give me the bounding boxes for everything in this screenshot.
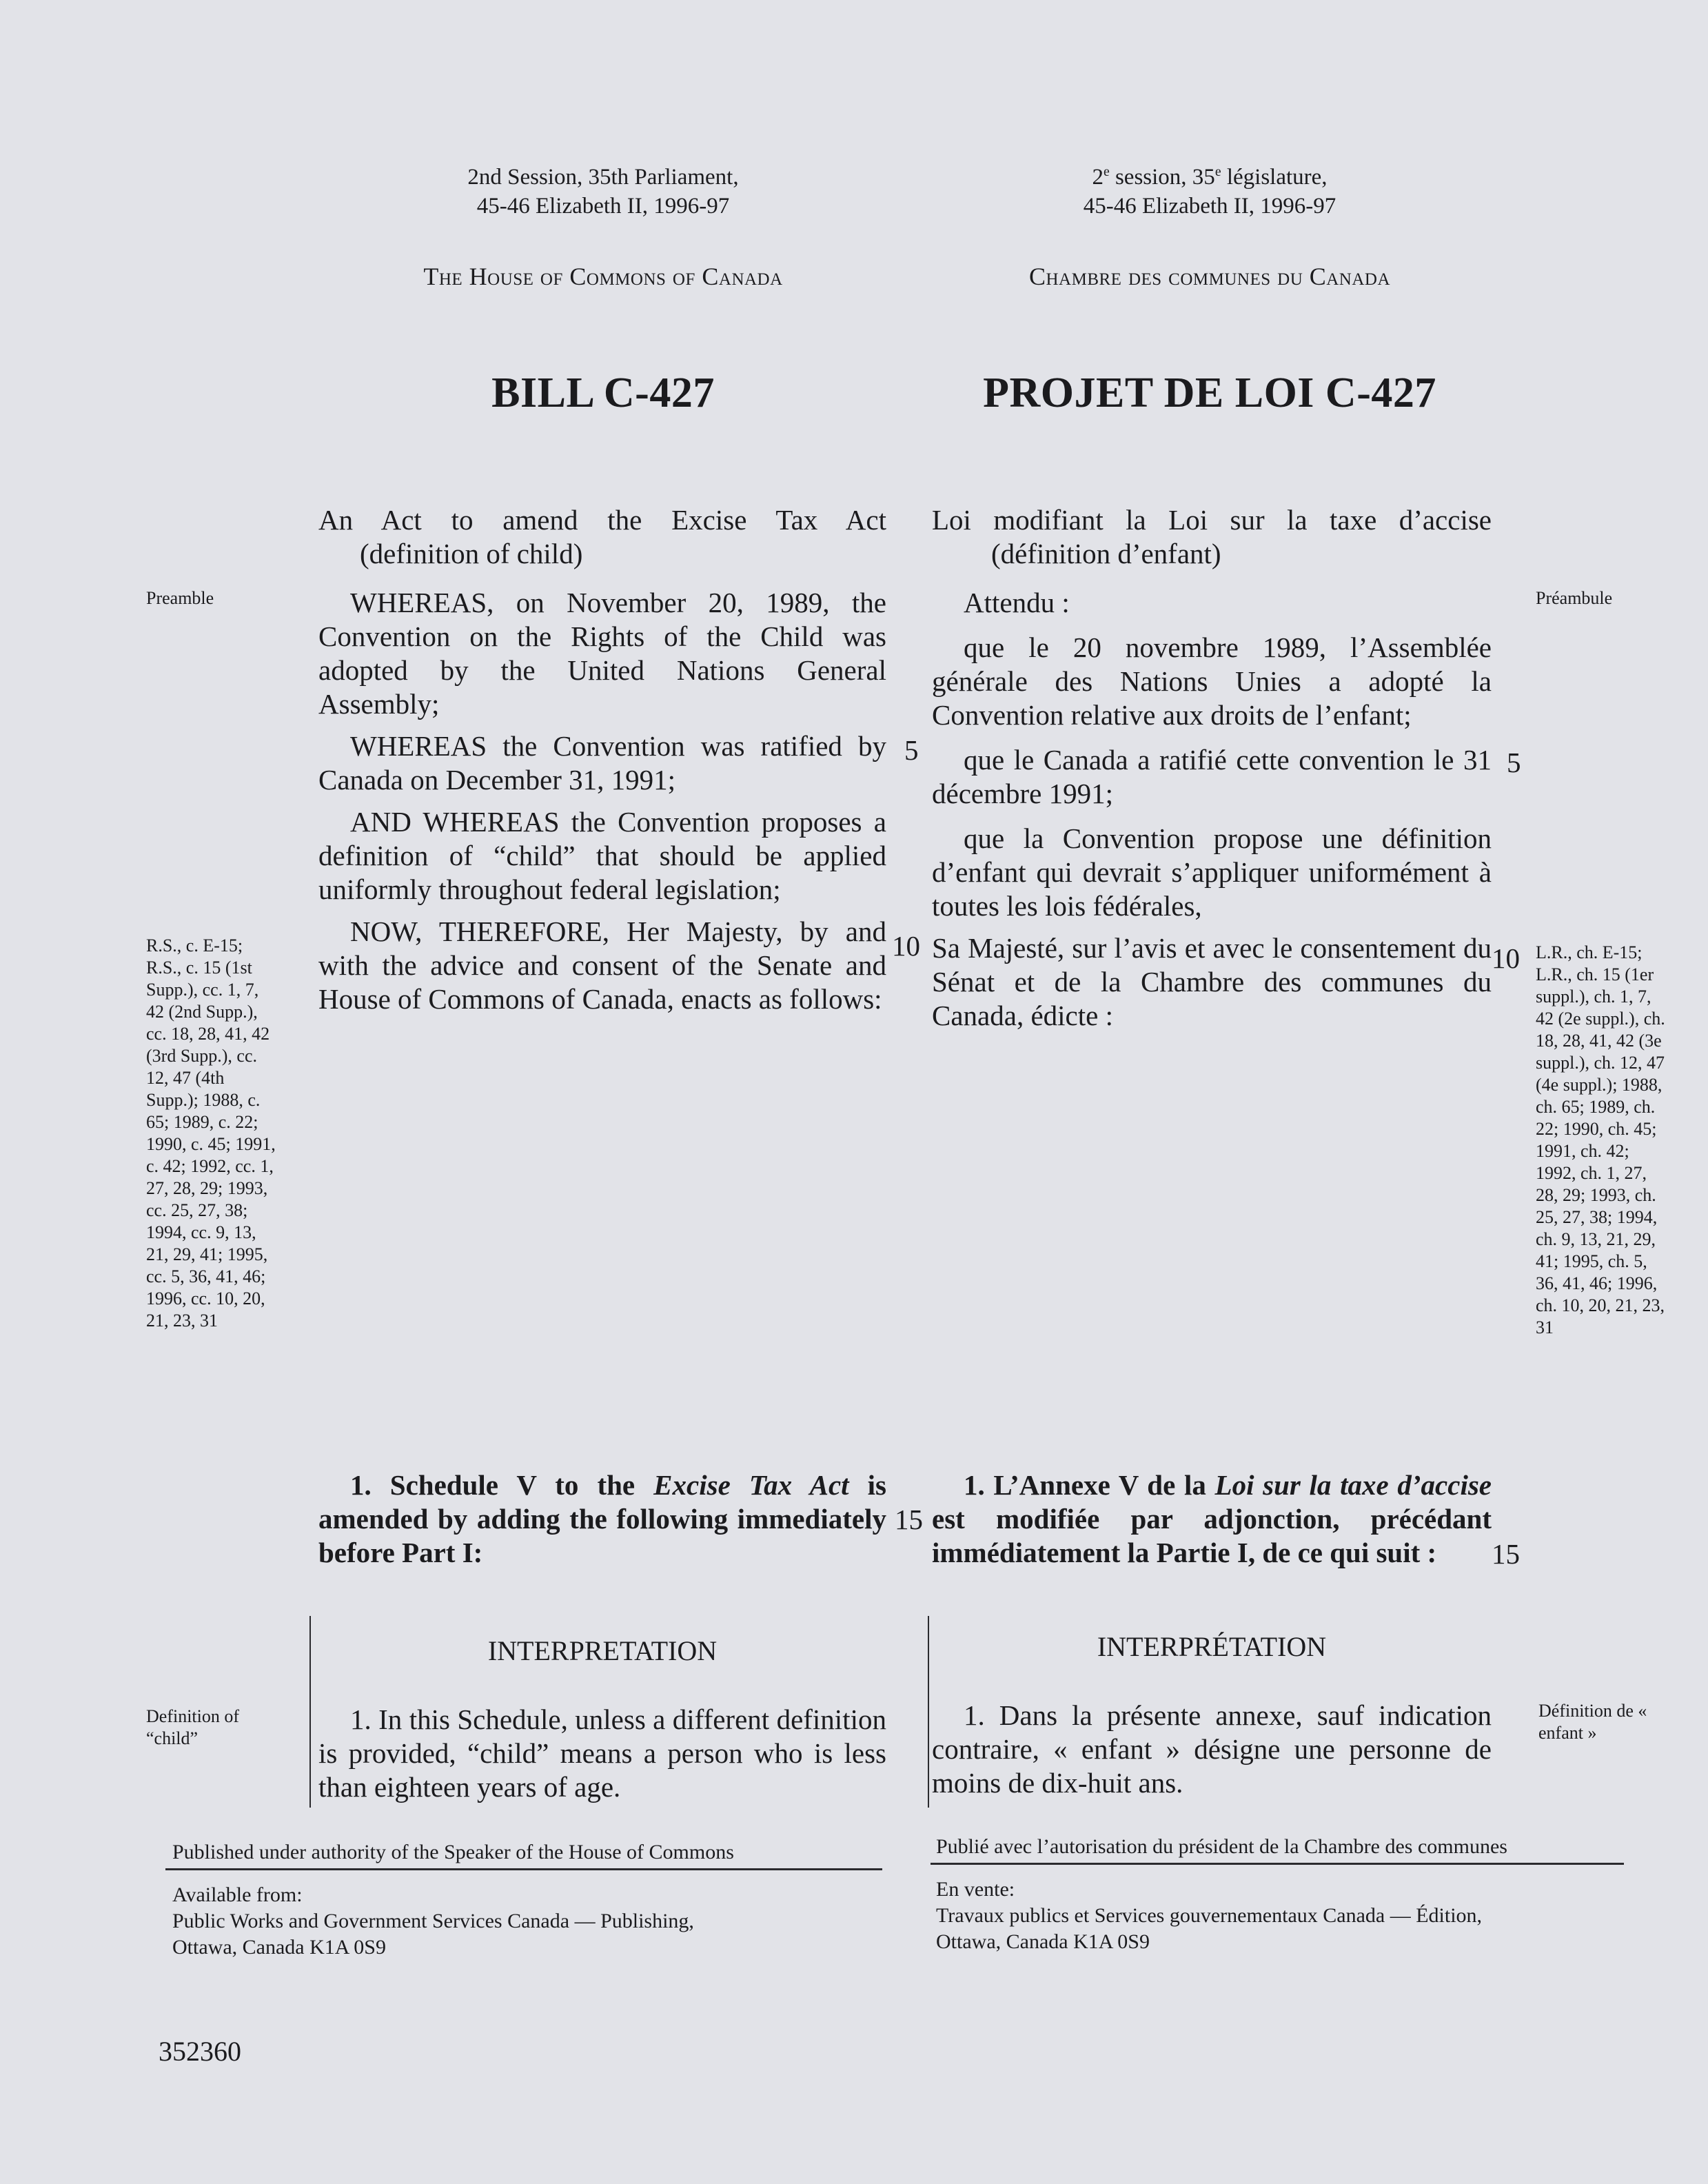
en-session-header xyxy=(324,163,882,221)
fr-availability: En vente: Travaux publics et Services gouvernementaux Canada — Édition, Ottawa, Canada K1A 0S9 xyxy=(936,1878,1483,1953)
en-line-number-5: 5 xyxy=(904,734,919,766)
fr-attendu: Attendu : xyxy=(964,587,1070,618)
fr-line-number-10: 10 xyxy=(1492,942,1520,974)
en-preamble-note: Preamble xyxy=(146,588,214,608)
en-reign: 45-46 Elizabeth II, 1996-97 xyxy=(476,194,730,219)
fr-definition-note: Définition de « enfant » xyxy=(1538,1701,1647,1743)
fr-preamble xyxy=(932,586,1492,1033)
fr-line-number-15: 15 xyxy=(1492,1538,1520,1570)
en-whereas-2: WHEREAS the Convention was ratified by Canada on December 31, 1991; xyxy=(318,730,886,796)
fr-statutes-note: L.R., ch. E-15; L.R., ch. 15 (1er suppl.), ch. 1, 7, 42 (2e suppl.), ch. 18, 28, 41, 42 (3e suppl.), ch. 12, 47 (4e suppl.); 1988, ch. 65; 1989, ch. 22; 1990, ch. 45; 1991, ch. 42; 1992, ch. 1, 27, 28, 29; 1993, ch. 25, 27, 38; 1994, ch. 9, 13, 21, 29, 41; 1995, ch. 5, 36, 41, 46; 1996, ch. 10, 20, 21, 23, 31 xyxy=(1536,942,1665,1337)
fr-session: 2e session, 35e législature, xyxy=(1092,164,1328,190)
en-session: 2nd Session, 35th Parliament, xyxy=(467,165,739,190)
en-enacting-clause: NOW, THEREFORE, Her Majesty, by and with the advice and consent of the Senate and House of Commons of Canada, enacts as follows: xyxy=(318,916,886,1015)
en-footer-rule xyxy=(165,1868,882,1870)
en-published-line: Published under authority of the Speaker of the House of Commons xyxy=(172,1841,734,1863)
en-line-number-15: 15 xyxy=(895,1504,923,1535)
fr-schedule-text: 1. Dans la présente annexe, sauf indication contraire, « enfant » désigne une personne de moins de dix-huit ans. xyxy=(932,1699,1492,1799)
fr-schedule-rule xyxy=(928,1616,929,1808)
en-definition-note: Definition of “child” xyxy=(146,1706,240,1748)
en-schedule-heading: INTERPRETATION xyxy=(487,1635,718,1666)
fr-enacting-clause: Sa Majesté, sur l’avis et avec le consentement du Sénat et de la Chambre des communes du Canada, édicte : xyxy=(932,932,1492,1031)
en-availability: Available from: Public Works and Government Services Canada — Publishing, Ottawa, Canada K1A 0S9 xyxy=(172,1883,694,1959)
fr-bill-title: PROJET DE LOI C-427 xyxy=(983,370,1436,416)
fr-footer-rule xyxy=(931,1863,1624,1865)
en-line-number-10: 10 xyxy=(892,930,920,962)
en-long-title xyxy=(318,503,886,571)
fr-attendu-1: que le 20 novembre 1989, l’Assemblée générale des Nations Unies a adopté la Convention relative aux droits de l’enfant; xyxy=(932,631,1492,731)
fr-line-number-5: 5 xyxy=(1507,747,1521,778)
fr-house-name: Chambre des communes du Canada xyxy=(1028,263,1391,290)
fr-preamble-note: Préambule xyxy=(1536,588,1613,608)
document-number: 352360 xyxy=(159,2036,241,2067)
fr-long-title-line1: Loi modifiant la Loi sur la taxe d’accise xyxy=(932,504,1492,536)
fr-clause-1: 1. L’Annexe V de la Loi sur la taxe d’accise est modifiée par adjonction, précédant immédiatement la Partie I, de ce qui suit : xyxy=(932,1469,1492,1568)
en-preamble xyxy=(318,586,886,1016)
fr-schedule-heading: INTERPRÉTATION xyxy=(1097,1631,1327,1662)
en-statutes-note: R.S., c. E-15; R.S., c. 15 (1st Supp.), cc. 1, 7, 42 (2nd Supp.), cc. 18, 28, 41, 42 (3rd Supp.), cc. 12, 47 (4th Supp.); 1988, c. 65; 1989, c. 22; 1990, c. 45; 1991, c. 42; 1992, cc. 1, 27, 28, 29; 1993, cc. 25, 27, 38; 1994, cc. 9, 13, 21, 29, 41; 1995, cc. 5, 36, 41, 46; 1996, cc. 10, 20, 21, 23, 31 xyxy=(146,936,276,1331)
en-house-name: The House of Commons of Canada xyxy=(423,263,783,290)
en-bill-title: BILL C-427 xyxy=(491,370,715,416)
en-whereas-1: WHEREAS, on November 20, 1989, the Convention on the Rights of the Child was adopted by the United Nations General Assembly; xyxy=(318,587,886,720)
en-long-title-line1: An Act to amend the Excise Tax Act xyxy=(318,504,886,536)
en-clause-1: 1. Schedule V to the Excise Tax Act is amended by adding the following immediately before Part I: xyxy=(318,1469,886,1568)
fr-session-header xyxy=(931,163,1489,221)
fr-reign: 45-46 Elizabeth II, 1996-97 xyxy=(1083,194,1336,219)
fr-long-title-line2: (définition d’enfant) xyxy=(991,538,1221,569)
fr-attendu-3: que la Convention propose une définition d’enfant qui devrait s’appliquer uniformément à toutes les lois fédérales, xyxy=(932,822,1492,922)
fr-attendu-2: que le Canada a ratifié cette convention le 31 décembre 1991; xyxy=(932,744,1492,809)
en-long-title-line2: (definition of child) xyxy=(360,538,583,569)
fr-long-title xyxy=(932,503,1492,571)
fr-published-line: Publié avec l’autorisation du président de la Chambre des communes xyxy=(936,1835,1507,1858)
en-schedule-rule xyxy=(309,1616,311,1808)
en-schedule-text: 1. In this Schedule, unless a different definition is provided, “child” means a person who is less than eighteen years of age. xyxy=(318,1703,886,1803)
en-whereas-3: AND WHEREAS the Convention proposes a definition of “child” that should be applied uniformly throughout federal legislation; xyxy=(318,806,886,905)
